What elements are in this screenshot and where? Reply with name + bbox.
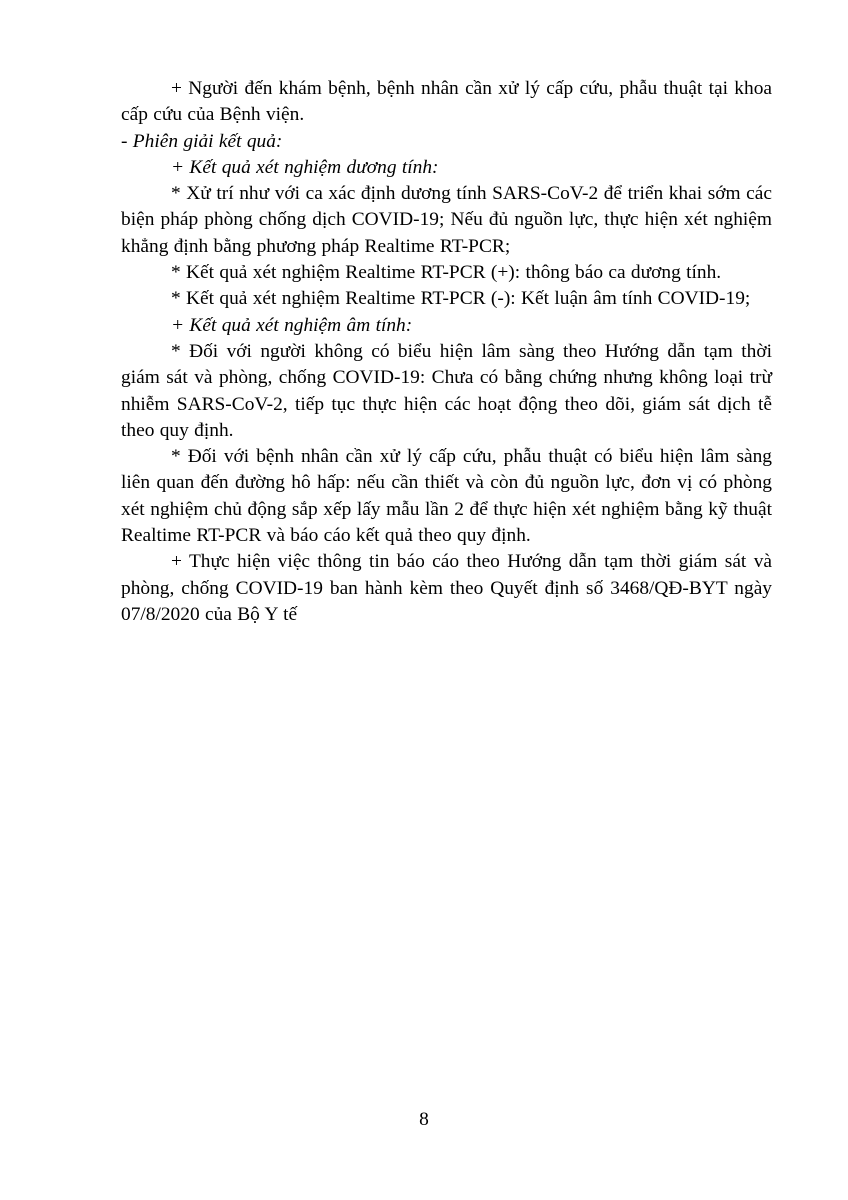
document-body: [121, 76, 772, 628]
paragraph-positive-handling: * Xử trí như với ca xác định dương tính SARS-CoV-2 để triển khai sớm các biện pháp phòng chống dịch COVID-19; Nếu đủ nguồn lực, thực hiện xét nghiệm khẳng định bằng phương pháp Realtime RT-PCR;: [121, 183, 772, 257]
paragraph-emergency-patients: + Người đến khám bệnh, bệnh nhân cần xử lý cấp cứu, phẫu thuật tại khoa cấp cứu của Bệnh viện.: [121, 78, 772, 126]
paragraph-pcr-positive: * Kết quả xét nghiệm Realtime RT-PCR (+): thông báo ca dương tính.: [171, 262, 722, 284]
page-number: 8: [419, 1109, 429, 1130]
subheading-negative-result: + Kết quả xét nghiệm âm tính:: [171, 314, 413, 336]
subheading-positive-result: + Kết quả xét nghiệm dương tính:: [171, 156, 439, 178]
paragraph-reporting: + Thực hiện việc thông tin báo cáo theo Hướng dẫn tạm thời giám sát và phòng, chống COVID-19 ban hành kèm theo Quyết định số 3468/QĐ-BYT ngày 07/8/2020 của Bộ Y tế: [121, 551, 772, 625]
paragraph-emergency-respiratory: * Đối với bệnh nhân cần xử lý cấp cứu, phẫu thuật có biểu hiện lâm sàng liên quan đến đường hô hấp: nếu cần thiết và còn đủ nguồn lực, đơn vị có phòng xét nghiệm chủ động sắp xếp lấy mẫu lần 2 để thực hiện xét nghiệm bằng kỹ thuật Realtime RT-PCR và báo cáo kết quả theo quy định.: [121, 446, 772, 547]
paragraph-no-symptoms: * Đối với người không có biểu hiện lâm sàng theo Hướng dẫn tạm thời giám sát và phòng, chống COVID-19: Chưa có bằng chứng nhưng không loại trừ nhiễm SARS-CoV-2, tiếp tục thực hiện các hoạt động theo dõi, giám sát dịch tễ theo quy định.: [121, 340, 772, 441]
heading-result-interpretation: - Phiên giải kết quả:: [121, 130, 283, 152]
paragraph-pcr-negative: * Kết quả xét nghiệm Realtime RT-PCR (-): Kết luận âm tính COVID-19;: [171, 288, 751, 310]
